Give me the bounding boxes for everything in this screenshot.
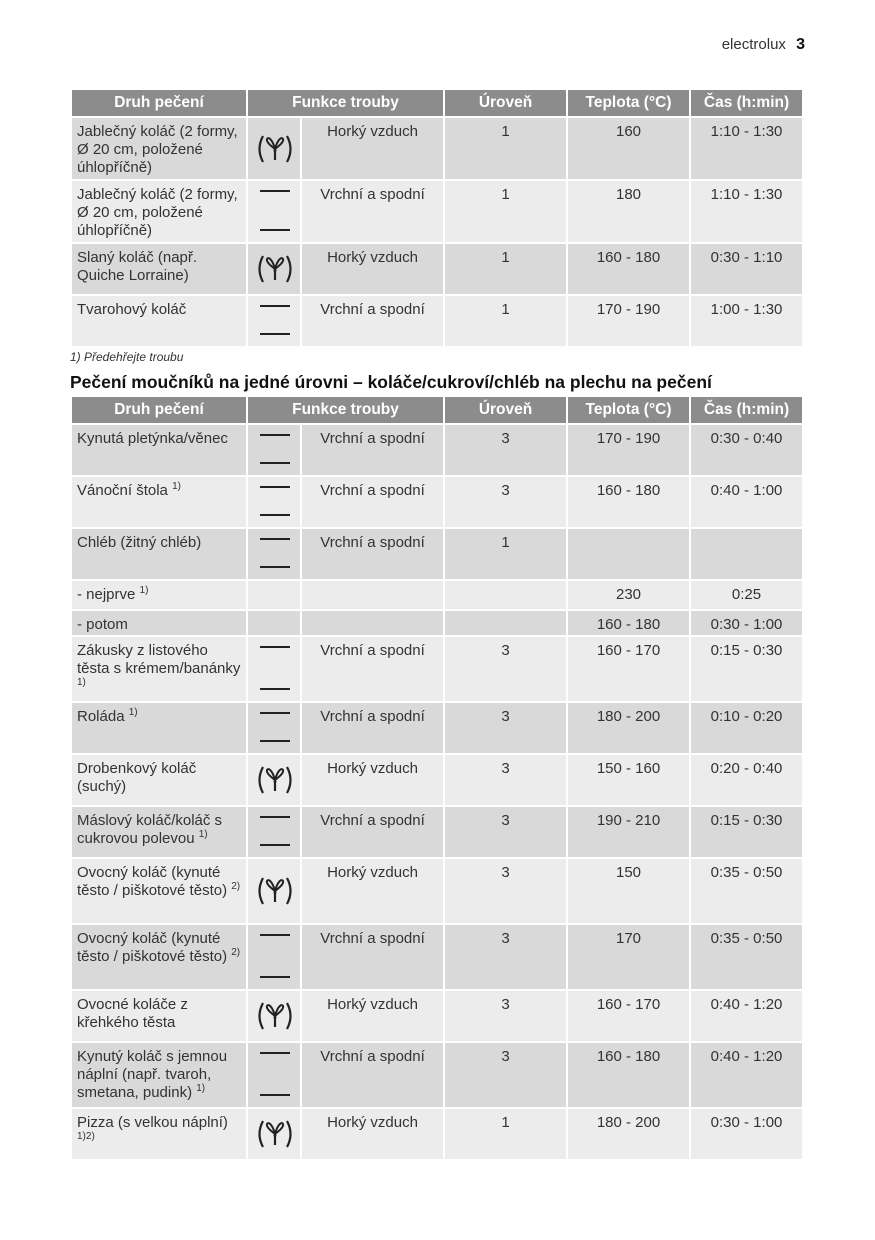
cell-temp: 150 [567,858,690,924]
cell-function-icon [247,702,301,754]
footnote-ref: 1)2) [77,1131,95,1142]
cell-level: 1 [444,528,567,580]
footnote-ref: 1) [139,585,149,596]
table-row [71,610,803,636]
footnote-ref: 1) [77,677,86,688]
type-label: Kynutý koláč s jemnou náplní (např. tvaroh, smetana, pudink) [77,1048,228,1101]
cell-function: Horký vzduch [301,858,444,924]
cell-function: Vrchní a spodní [301,295,444,347]
cell-level: 3 [444,990,567,1042]
cell-type [71,117,247,180]
cell-time: 0:35 - 0:50 [690,858,803,924]
top-heat-bar [260,486,290,488]
table-row [71,806,803,858]
table-row [71,180,803,243]
top-bottom-heat-icon [248,425,300,475]
cell-type [71,702,247,754]
bottom-heat-bar [260,229,290,231]
type-label: Tvarohový koláč [77,301,187,318]
cell-time: 1:10 - 1:30 [690,117,803,180]
cell-function [301,580,444,610]
cell-time: 0:15 - 0:30 [690,636,803,702]
cell-type [71,1108,247,1160]
table-row [71,424,803,476]
cell-time: 0:30 - 1:10 [690,243,803,295]
type-label: - potom [77,616,128,633]
cell-time: 0:30 - 1:00 [690,610,803,636]
cell-function: Vrchní a spodní [301,806,444,858]
table-row [71,990,803,1042]
cell-level [444,610,567,636]
top-heat-bar [260,190,290,192]
top-bottom-heat-icon [248,181,300,242]
col-header-time: Čas (h:min) [690,89,803,117]
type-label: Zákusky z listového těsta s krémem/banánky [77,642,241,677]
table-row [71,858,803,924]
cell-function-icon [247,1108,301,1160]
cell-time: 0:25 [690,580,803,610]
fan-icon [254,253,296,285]
footnote-ref: 2) [231,881,241,892]
type-label: Pizza (s velkou náplní) [77,1114,228,1131]
fan-icon [254,764,296,796]
type-label: - nejprve [77,586,136,603]
cell-function [301,610,444,636]
cell-level: 1 [444,295,567,347]
col-header-temp: Teplota (°C) [567,396,690,424]
cell-level: 3 [444,702,567,754]
cell-temp: 180 [567,180,690,243]
cell-temp: 180 - 200 [567,702,690,754]
footnote-ref: 2) [231,947,241,958]
bottom-heat-bar [260,844,290,846]
cell-type [71,858,247,924]
cell-type [71,924,247,990]
type-label: Slaný koláč (např. Quiche Lorraine) [77,249,198,284]
cell-time: 0:40 - 1:20 [690,1042,803,1108]
type-label: Ovocný koláč (kynuté těsto / piškotové těsto) [77,864,228,899]
cell-temp: 160 [567,117,690,180]
cell-type [71,1042,247,1108]
cell-temp: 180 - 200 [567,1108,690,1160]
type-label: Kynutá pletýnka/věnec [77,430,228,447]
page-number: 3 [796,36,805,53]
footnote: 1) Předehřejte troubu [70,350,184,364]
top-heat-bar [260,305,290,307]
cell-function-icon [247,117,301,180]
top-heat-bar [260,712,290,714]
cell-type [71,990,247,1042]
table-row [71,636,803,702]
cell-type [71,243,247,295]
cell-function-icon [247,610,301,636]
cell-function-icon [247,924,301,990]
top-bottom-heat-icon [248,1043,300,1107]
top-bottom-heat-icon [248,807,300,857]
col-header-level: Úroveň [444,89,567,117]
table-row [71,702,803,754]
cell-level [444,580,567,610]
cell-function: Horký vzduch [301,243,444,295]
cell-function-icon [247,476,301,528]
table-row [71,924,803,990]
table-row [71,528,803,580]
cell-function: Vrchní a spodní [301,180,444,243]
cell-time: 0:35 - 0:50 [690,924,803,990]
baking-table-2 [70,395,804,1161]
cell-time: 0:30 - 1:00 [690,1108,803,1160]
cell-time: 0:40 - 1:20 [690,990,803,1042]
cell-temp: 160 - 180 [567,610,690,636]
bottom-heat-bar [260,462,290,464]
type-label: Jablečný koláč (2 formy, Ø 20 cm, položené úhlopříčně) [77,186,238,239]
cell-level: 3 [444,636,567,702]
cell-level: 1 [444,117,567,180]
top-heat-bar [260,934,290,936]
cell-type [71,580,247,610]
cell-temp: 170 - 190 [567,424,690,476]
cell-time: 0:10 - 0:20 [690,702,803,754]
cell-time: 0:40 - 1:00 [690,476,803,528]
col-header-level: Úroveň [444,396,567,424]
cell-type [71,806,247,858]
cell-type [71,476,247,528]
cell-function-icon [247,636,301,702]
cell-type [71,636,247,702]
cell-time: 1:10 - 1:30 [690,180,803,243]
cell-temp [567,528,690,580]
cell-function: Horký vzduch [301,1108,444,1160]
cell-function: Vrchní a spodní [301,424,444,476]
cell-function-icon [247,424,301,476]
col-header-temp: Teplota (°C) [567,89,690,117]
cell-time: 0:15 - 0:30 [690,806,803,858]
cell-level: 3 [444,476,567,528]
cell-type [71,424,247,476]
cell-time: 0:30 - 0:40 [690,424,803,476]
bottom-heat-bar [260,976,290,978]
cell-temp: 150 - 160 [567,754,690,806]
top-heat-bar [260,434,290,436]
cell-function-icon [247,243,301,295]
cell-level: 1 [444,180,567,243]
cell-function: Horký vzduch [301,117,444,180]
col-header-time: Čas (h:min) [690,396,803,424]
cell-function: Vrchní a spodní [301,702,444,754]
col-header-function: Funkce trouby [247,396,444,424]
cell-function: Vrchní a spodní [301,476,444,528]
cell-time [690,528,803,580]
cell-level: 3 [444,924,567,990]
top-bottom-heat-icon [248,529,300,579]
cell-temp: 170 [567,924,690,990]
top-bottom-heat-icon [248,296,300,346]
cell-temp: 160 - 170 [567,636,690,702]
fan-icon [254,133,296,165]
bottom-heat-bar [260,1094,290,1096]
cell-function: Horký vzduch [301,990,444,1042]
cell-level: 3 [444,424,567,476]
cell-function-icon [247,1042,301,1108]
cell-function-icon [247,858,301,924]
cell-function-icon [247,180,301,243]
col-header-type: Druh pečení [71,89,247,117]
type-label: Máslový koláč/koláč s cukrovou polevou [77,812,223,847]
type-label: Vánoční štola [77,482,168,499]
brand-name: electrolux [721,36,786,53]
table-row [71,754,803,806]
cell-function-icon [247,295,301,347]
type-label: Chléb (žitný chléb) [77,534,202,551]
table-row [71,243,803,295]
section-title: Pečení moučníků na jedné úrovni – koláče/cukroví/chléb na plechu na pečení [70,372,712,392]
footnote-ref: 1) [198,829,208,840]
table-row [71,476,803,528]
fan-icon [254,875,296,907]
type-label: Ovocný koláč (kynuté těsto / piškotové těsto) [77,930,228,965]
bottom-heat-bar [260,740,290,742]
table-row [71,1108,803,1160]
cell-temp: 230 [567,580,690,610]
baking-table-1 [70,88,804,348]
cell-type [71,610,247,636]
cell-level: 3 [444,1042,567,1108]
cell-function-icon [247,806,301,858]
col-header-type: Druh pečení [71,396,247,424]
cell-temp: 160 - 170 [567,990,690,1042]
table-row [71,580,803,610]
cell-temp: 160 - 180 [567,1042,690,1108]
top-bottom-heat-icon [248,637,300,701]
cell-level: 1 [444,1108,567,1160]
cell-temp: 160 - 180 [567,476,690,528]
table-row [71,1042,803,1108]
cell-temp: 170 - 190 [567,295,690,347]
type-label: Roláda [77,708,125,725]
bottom-heat-bar [260,514,290,516]
cell-function-icon [247,754,301,806]
cell-time: 1:00 - 1:30 [690,295,803,347]
cell-type [71,528,247,580]
fan-icon [254,1000,296,1032]
cell-level: 3 [444,858,567,924]
cell-function: Vrchní a spodní [301,528,444,580]
type-label: Ovocné koláče z křehkého těsta [77,996,188,1031]
cell-function-icon [247,580,301,610]
top-bottom-heat-icon [248,925,300,989]
cell-function-icon [247,990,301,1042]
cell-function-icon [247,528,301,580]
cell-level: 3 [444,806,567,858]
bottom-heat-bar [260,566,290,568]
top-heat-bar [260,646,290,648]
table-row [71,295,803,347]
cell-time: 0:20 - 0:40 [690,754,803,806]
footnote-ref: 1) [196,1083,206,1094]
top-bottom-heat-icon [248,703,300,753]
cell-level: 3 [444,754,567,806]
type-label: Jablečný koláč (2 formy, Ø 20 cm, položené úhlopříčně) [77,123,238,176]
col-header-function: Funkce trouby [247,89,444,117]
footnote-ref: 1) [172,481,181,492]
cell-function: Vrchní a spodní [301,636,444,702]
top-heat-bar [260,816,290,818]
page-header [722,36,805,54]
fan-icon [254,1118,296,1150]
cell-function: Vrchní a spodní [301,924,444,990]
cell-type [71,295,247,347]
footnote-ref: 1) [128,707,138,718]
cell-level: 1 [444,243,567,295]
cell-temp: 190 - 210 [567,806,690,858]
top-heat-bar [260,538,290,540]
table-row [71,117,803,180]
cell-type [71,180,247,243]
top-bottom-heat-icon [248,477,300,527]
bottom-heat-bar [260,333,290,335]
cell-type [71,754,247,806]
cell-function: Vrchní a spodní [301,1042,444,1108]
top-heat-bar [260,1052,290,1054]
type-label: Drobenkový koláč (suchý) [77,760,197,795]
bottom-heat-bar [260,688,290,690]
cell-function: Horký vzduch [301,754,444,806]
cell-temp: 160 - 180 [567,243,690,295]
